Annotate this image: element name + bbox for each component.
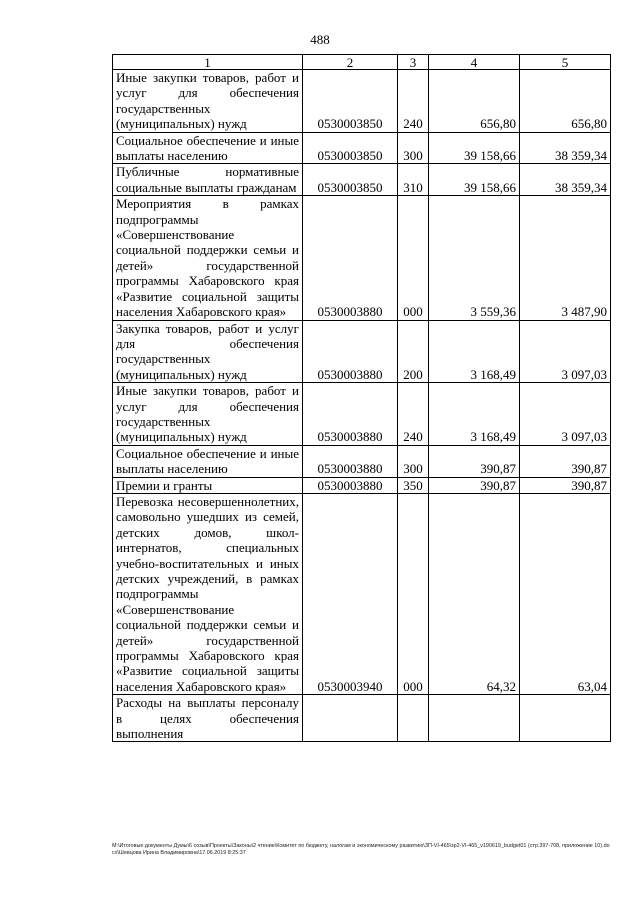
column-header: 4 <box>429 55 520 70</box>
expense-type: 240 <box>398 70 429 133</box>
page-number: 488 <box>310 32 330 47</box>
target-code <box>303 695 398 742</box>
amount-col5: 63,04 <box>520 493 611 694</box>
table-row <box>113 320 611 383</box>
table-row <box>113 695 611 742</box>
table-row <box>113 196 611 320</box>
expense-type: 000 <box>398 196 429 320</box>
column-header: 1 <box>113 55 303 70</box>
amount-col5: 3 097,03 <box>520 383 611 446</box>
amount-col5: 390,87 <box>520 445 611 477</box>
expense-type: 240 <box>398 383 429 446</box>
amount-col4: 39 158,66 <box>429 132 520 164</box>
column-header: 3 <box>398 55 429 70</box>
target-code: 0530003850 <box>303 132 398 164</box>
expense-type: 310 <box>398 164 429 196</box>
expense-name: Перевозка несовершеннолетних, самовольно ушедших из семей, детских домов, школ-интернатов, специальных учебно-воспитательных и иных детских учреждений, в рамках подпрограммы «Совершенствование социальной поддержки семьи и детей» государственной программы Хабаровского края «Развитие социальной защиты населения Хабаровского края» <box>113 493 303 694</box>
expense-type: 300 <box>398 132 429 164</box>
amount-col5: 656,80 <box>520 70 611 133</box>
target-code: 0530003880 <box>303 383 398 446</box>
target-code: 0530003880 <box>303 445 398 477</box>
table-row <box>113 132 611 164</box>
expense-type: 000 <box>398 493 429 694</box>
expense-type: 350 <box>398 477 429 493</box>
table-row <box>113 383 611 446</box>
target-code: 0530003880 <box>303 320 398 383</box>
expense-type: 200 <box>398 320 429 383</box>
expense-name: Мероприятия в рамках подпрограммы «Совершенствование социальной поддержки семьи и детей» государственной программы Хабаровского края «Развитие социальной защиты населения Хабаровского края» <box>113 196 303 320</box>
table-row <box>113 445 611 477</box>
amount-col4: 390,87 <box>429 477 520 493</box>
target-code: 0530003850 <box>303 164 398 196</box>
expense-name: Расходы на выплаты персоналу в целях обеспечения выполнения <box>113 695 303 742</box>
amount-col4: 656,80 <box>429 70 520 133</box>
column-header: 5 <box>520 55 611 70</box>
column-header: 2 <box>303 55 398 70</box>
amount-col5: 3 097,03 <box>520 320 611 383</box>
expense-name: Закупка товаров, работ и услуг для обеспечения государственных (муниципальных) нужд <box>113 320 303 383</box>
amount-col5 <box>520 695 611 742</box>
amount-col4: 3 559,36 <box>429 196 520 320</box>
table-row <box>113 70 611 133</box>
expense-name: Иные закупки товаров, работ и услуг для обеспечения государственных (муниципальных) нужд <box>113 383 303 446</box>
amount-col4: 390,87 <box>429 445 520 477</box>
expense-type: 300 <box>398 445 429 477</box>
file-path-footer: M:\Итоговые документы Думы\6 созыв\Проекты\Законы\2 чтение\Комитет по бюджету, налогам и экономическому развитию\ЗП-VI-465\зр2-VI-465_v190619_budget01 (стр.397-708, приложение 10).docx\Шевцова Ирина Владимировна\17.06.2019 8:25:37 <box>112 843 610 856</box>
expense-name: Социальное обеспечение и иные выплаты населению <box>113 445 303 477</box>
table-row <box>113 477 611 493</box>
target-code: 0530003850 <box>303 70 398 133</box>
target-code: 0530003940 <box>303 493 398 694</box>
table-row <box>113 164 611 196</box>
amount-col4 <box>429 695 520 742</box>
table-row <box>113 493 611 694</box>
expense-name: Премии и гранты <box>113 477 303 493</box>
amount-col5: 38 359,34 <box>520 164 611 196</box>
expense-name: Публичные нормативные социальные выплаты гражданам <box>113 164 303 196</box>
amount-col5: 3 487,90 <box>520 196 611 320</box>
expense-name: Социальное обеспечение и иные выплаты населению <box>113 132 303 164</box>
amount-col5: 38 359,34 <box>520 132 611 164</box>
amount-col4: 39 158,66 <box>429 164 520 196</box>
budget-table <box>112 54 611 742</box>
amount-col4: 3 168,49 <box>429 320 520 383</box>
expense-type <box>398 695 429 742</box>
expense-name: Иные закупки товаров, работ и услуг для обеспечения государственных (муниципальных) нужд <box>113 70 303 133</box>
table-header-row <box>113 55 611 70</box>
amount-col4: 64,32 <box>429 493 520 694</box>
amount-col4: 3 168,49 <box>429 383 520 446</box>
amount-col5: 390,87 <box>520 477 611 493</box>
target-code: 0530003880 <box>303 196 398 320</box>
target-code: 0530003880 <box>303 477 398 493</box>
